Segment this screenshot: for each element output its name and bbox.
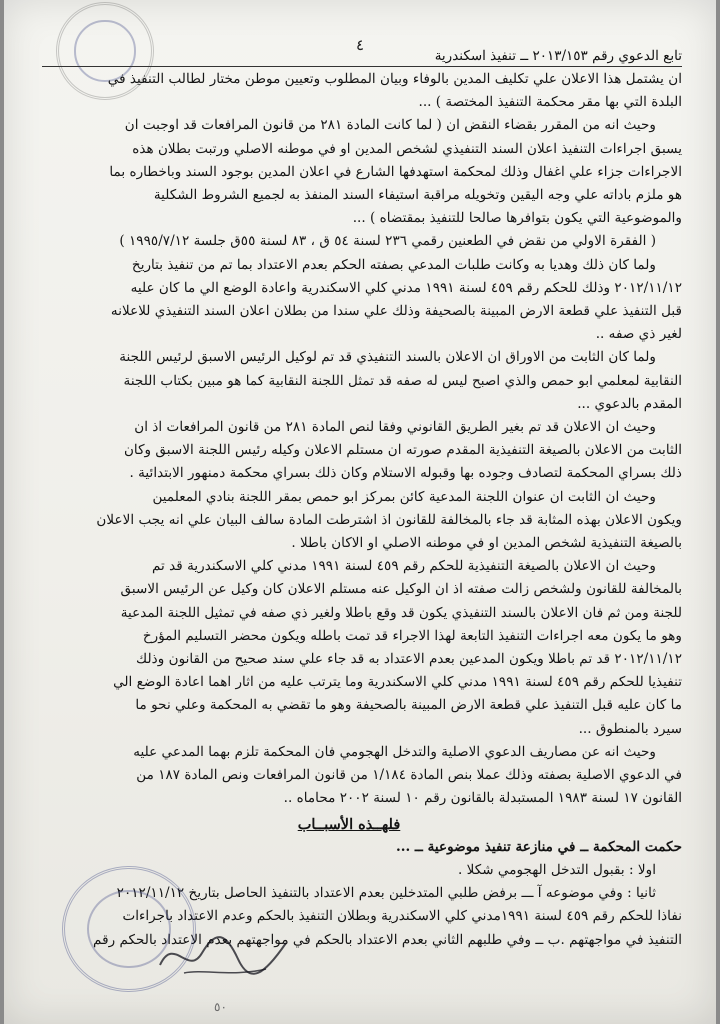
text-line: المقدم بالدعوي ... — [577, 395, 682, 412]
text-line: البلدة التي بها مقر محكمة التنفيذ المختصة ) ... — [418, 94, 682, 111]
text-line: وهو ما يكون معه اجراءات التنفيذ التابعة لهذا الاجراء قد تمت باطله ويكون محضر التسليم المؤرخ — [142, 627, 682, 644]
text-line: والموضوعية التي يكون بتوافرها صالحا للتنفيذ بمقتضاه ) ... — [352, 210, 682, 227]
text-line: لغير ذي صفه .. — [595, 326, 682, 343]
margin-note: ٥٠ — [214, 1000, 227, 1014]
text-line: يسبق اجراءات التنفيذ اعلان السند التنفيذي لشخص المدين او في موطنه الاصلي ورتبت بطلان هذه — [132, 140, 682, 157]
case-header: تابع الدعوي رقم ٢٠١٣/١٥٣ ــ تنفيذ اسكندرية — [42, 48, 682, 67]
text-line: وحيث ان الثابت ان عنوان اللجنة المدعية كائن بمركز ابو حمص بمقر اللجنة بنادي المعلمين — [152, 488, 656, 505]
text-line: تنفيذيا للحكم رقم ٤٥٩ لسنة ١٩٩١ مدني كلي الاسكندرية وما يترتب عليه من اثار اهما اعادة الوضع الي — [113, 674, 682, 691]
text-line: النقابية لمعلمي ابو حمص والذي اصبح ليس له صفه قد تمثل اللجنة النقابية كما هو مبين بكتاب اللجنة — [123, 372, 682, 389]
text-line: وحيث ان الاعلان بالصيغة التنفيذية للحكم رقم ٤٥٩ لسنة ١٩٩١ مدني كلي الاسكندرية قد تم — [152, 558, 656, 575]
text-line: وحيث ان الاعلان قد تم بغير الطريق القانوني وفقا لنص المادة ٢٨١ من قانون المرافعات اذ ان — [134, 419, 656, 436]
verdict-line: حكمت المحكمة ــ في منازعة تنفيذ موضوعية ــ ... — [396, 838, 682, 855]
text-line: سيرد بالمنطوق ... — [578, 720, 682, 737]
text-line: ان يشتمل هذا الاعلان علي تكليف المدين بالوفاء وبيان المطلوب وتعيين موطن مختار لطالب التنفيذ في — [107, 71, 682, 87]
text-line: بالمخالفة للقانون ولشخص زالت صفته اذ ان الوكيل عنه مستلم الاعلان كان وكيل عن الرئيس الاسبق — [120, 581, 682, 598]
text-line: ولما كان ذلك وهديا به وكانت طلبات المدعي بصفته الحكم بعدم الاعتداد بما تم من تنفيذ بتاريخ — [131, 256, 656, 273]
judgment-body — [16, 68, 682, 952]
text-line: ما كان عليه قبل التنفيذ علي قطعة الارض المبينة بالصحيفة وهو ما تقضي به المحكمة وعلي نحو ما — [135, 697, 682, 714]
text-line: للجنة ومن ثم فان الاعلان بالسند التنفيذي يكون قد وقع باطلا ولغير ذي صفه في تمثيل اللجنة المدعية — [120, 604, 682, 621]
text-line: بالصيغة التنفيذية لشخص المدين او في موطنه الاصلي او الاكان باطلا . — [291, 535, 682, 552]
text-line: ويكون الاعلان بهذه المثابة قد جاء بالمخالفة للقانون اذ اشترطت المادة سالف البيان علي انه يجب الاعلان — [96, 511, 682, 528]
verdict-line: التنفيذ في مواجهتهم .ب ــ وفي طلبهم الثاني بعدم الاعتداد بالحكم في مواجهتهم بعدم الاعتداد بالحكم رقم — [93, 931, 682, 948]
text-line: ولما كان الثابت من الاوراق ان الاعلان بالسند التنفيذي قد تم لوكيل الرئيس الاسبق لرئيس اللجنة — [119, 349, 656, 366]
verdict-line: ثانيا : وفي موضوعه آ ـــ برفض طلبي المتدخلين بعدم الاعتداد بالتنفيذ الحاصل بتاريخ ٢٠١٢/١١/١٢ — [116, 885, 656, 902]
text-line: هو ملزم باداته علي وجه اليقين وتخويله مراقبة استيفاء السند المنفذ به لجميع الشروط الشكلية — [153, 187, 682, 204]
text-line: قبل التنفيذ علي قطعة الارض المبينة بالصحيفة وذلك علي سندا من بطلان اعلان السند التنفيذي للاعلانه — [110, 303, 682, 320]
text-line: القانون ١٧ لسنة ١٩٨٣ المستبدلة بالقانون رقم ١٠ لسنة ٢٠٠٢ محاماه .. — [283, 790, 682, 807]
page-number: ٤ — [355, 36, 365, 54]
text-line: الاجراءات جزاء علي اغفال وذلك لمحكمة استهدفها الشارع في اعلان المدين بوجود السند وباخطاره بما — [109, 163, 682, 180]
verdict-line: نفاذا للحكم رقم ٤٥٩ لسنة ١٩٩١مدني كلي الاسكندرية وبطلان التنفيذ بالحكم وعدم الاعتداد باجراءات — [122, 908, 682, 925]
document-page — [4, 0, 716, 1024]
reasons-heading: فلهــذه الأسبــاب — [297, 815, 401, 833]
text-line: ( الفقرة الاولي من نقض في الطعنين رقمي ٢٣٦ لسنة ٥٤ ق ، ٨٣ لسنة ٥٥ق جلسة ١٩٩٥/٧/١٢ ) — [119, 233, 656, 250]
text-line: وحيث انه من المقرر بقضاء النقض ان ( لما كانت المادة ٢٨١ من قانون المرافعات قد اوجبت ان — [124, 117, 656, 134]
text-line: ٢٠١٢/١١/١٢ قد تم باطلا ويكون المدعين بعدم الاعتداد به قد جاء علي سند صحيح من القانون وذلك — [136, 651, 682, 668]
text-line: الثابت من الاعلان بالصيغة التنفيذية المقدم صورته ان مستلم الاعلان وكيله رئيس اللجنة الاسبق وكان — [123, 442, 682, 459]
text-line: وحيث انه عن مصاريف الدعوي الاصلية والتدخل الهجومي فان المحكمة تلزم بهما المدعي عليه — [133, 743, 656, 760]
text-line: في الدعوي الاصلية بصفته وذلك عملا بنص المادة ١/١٨٤ من قانون المرافعات ونص المادة ١٨٧ من — [136, 767, 682, 784]
text-line: ذلك بسراي المحكمة لتصادف وجوده بها وقبوله الاستلام وكان ذلك بسراي محكمة دمنهور الابتدائية . — [129, 465, 682, 482]
text-line: ٢٠١٢/١١/١٢ وذلك للحكم رقم ٤٥٩ لسنة ١٩٩١ مدني كلي الاسكندرية واعادة الوضع الي ما كان عليه — [130, 279, 682, 296]
verdict-line: اولا : بقبول التدخل الهجومي شكلا . — [457, 861, 656, 878]
judge-signature — [154, 925, 294, 985]
